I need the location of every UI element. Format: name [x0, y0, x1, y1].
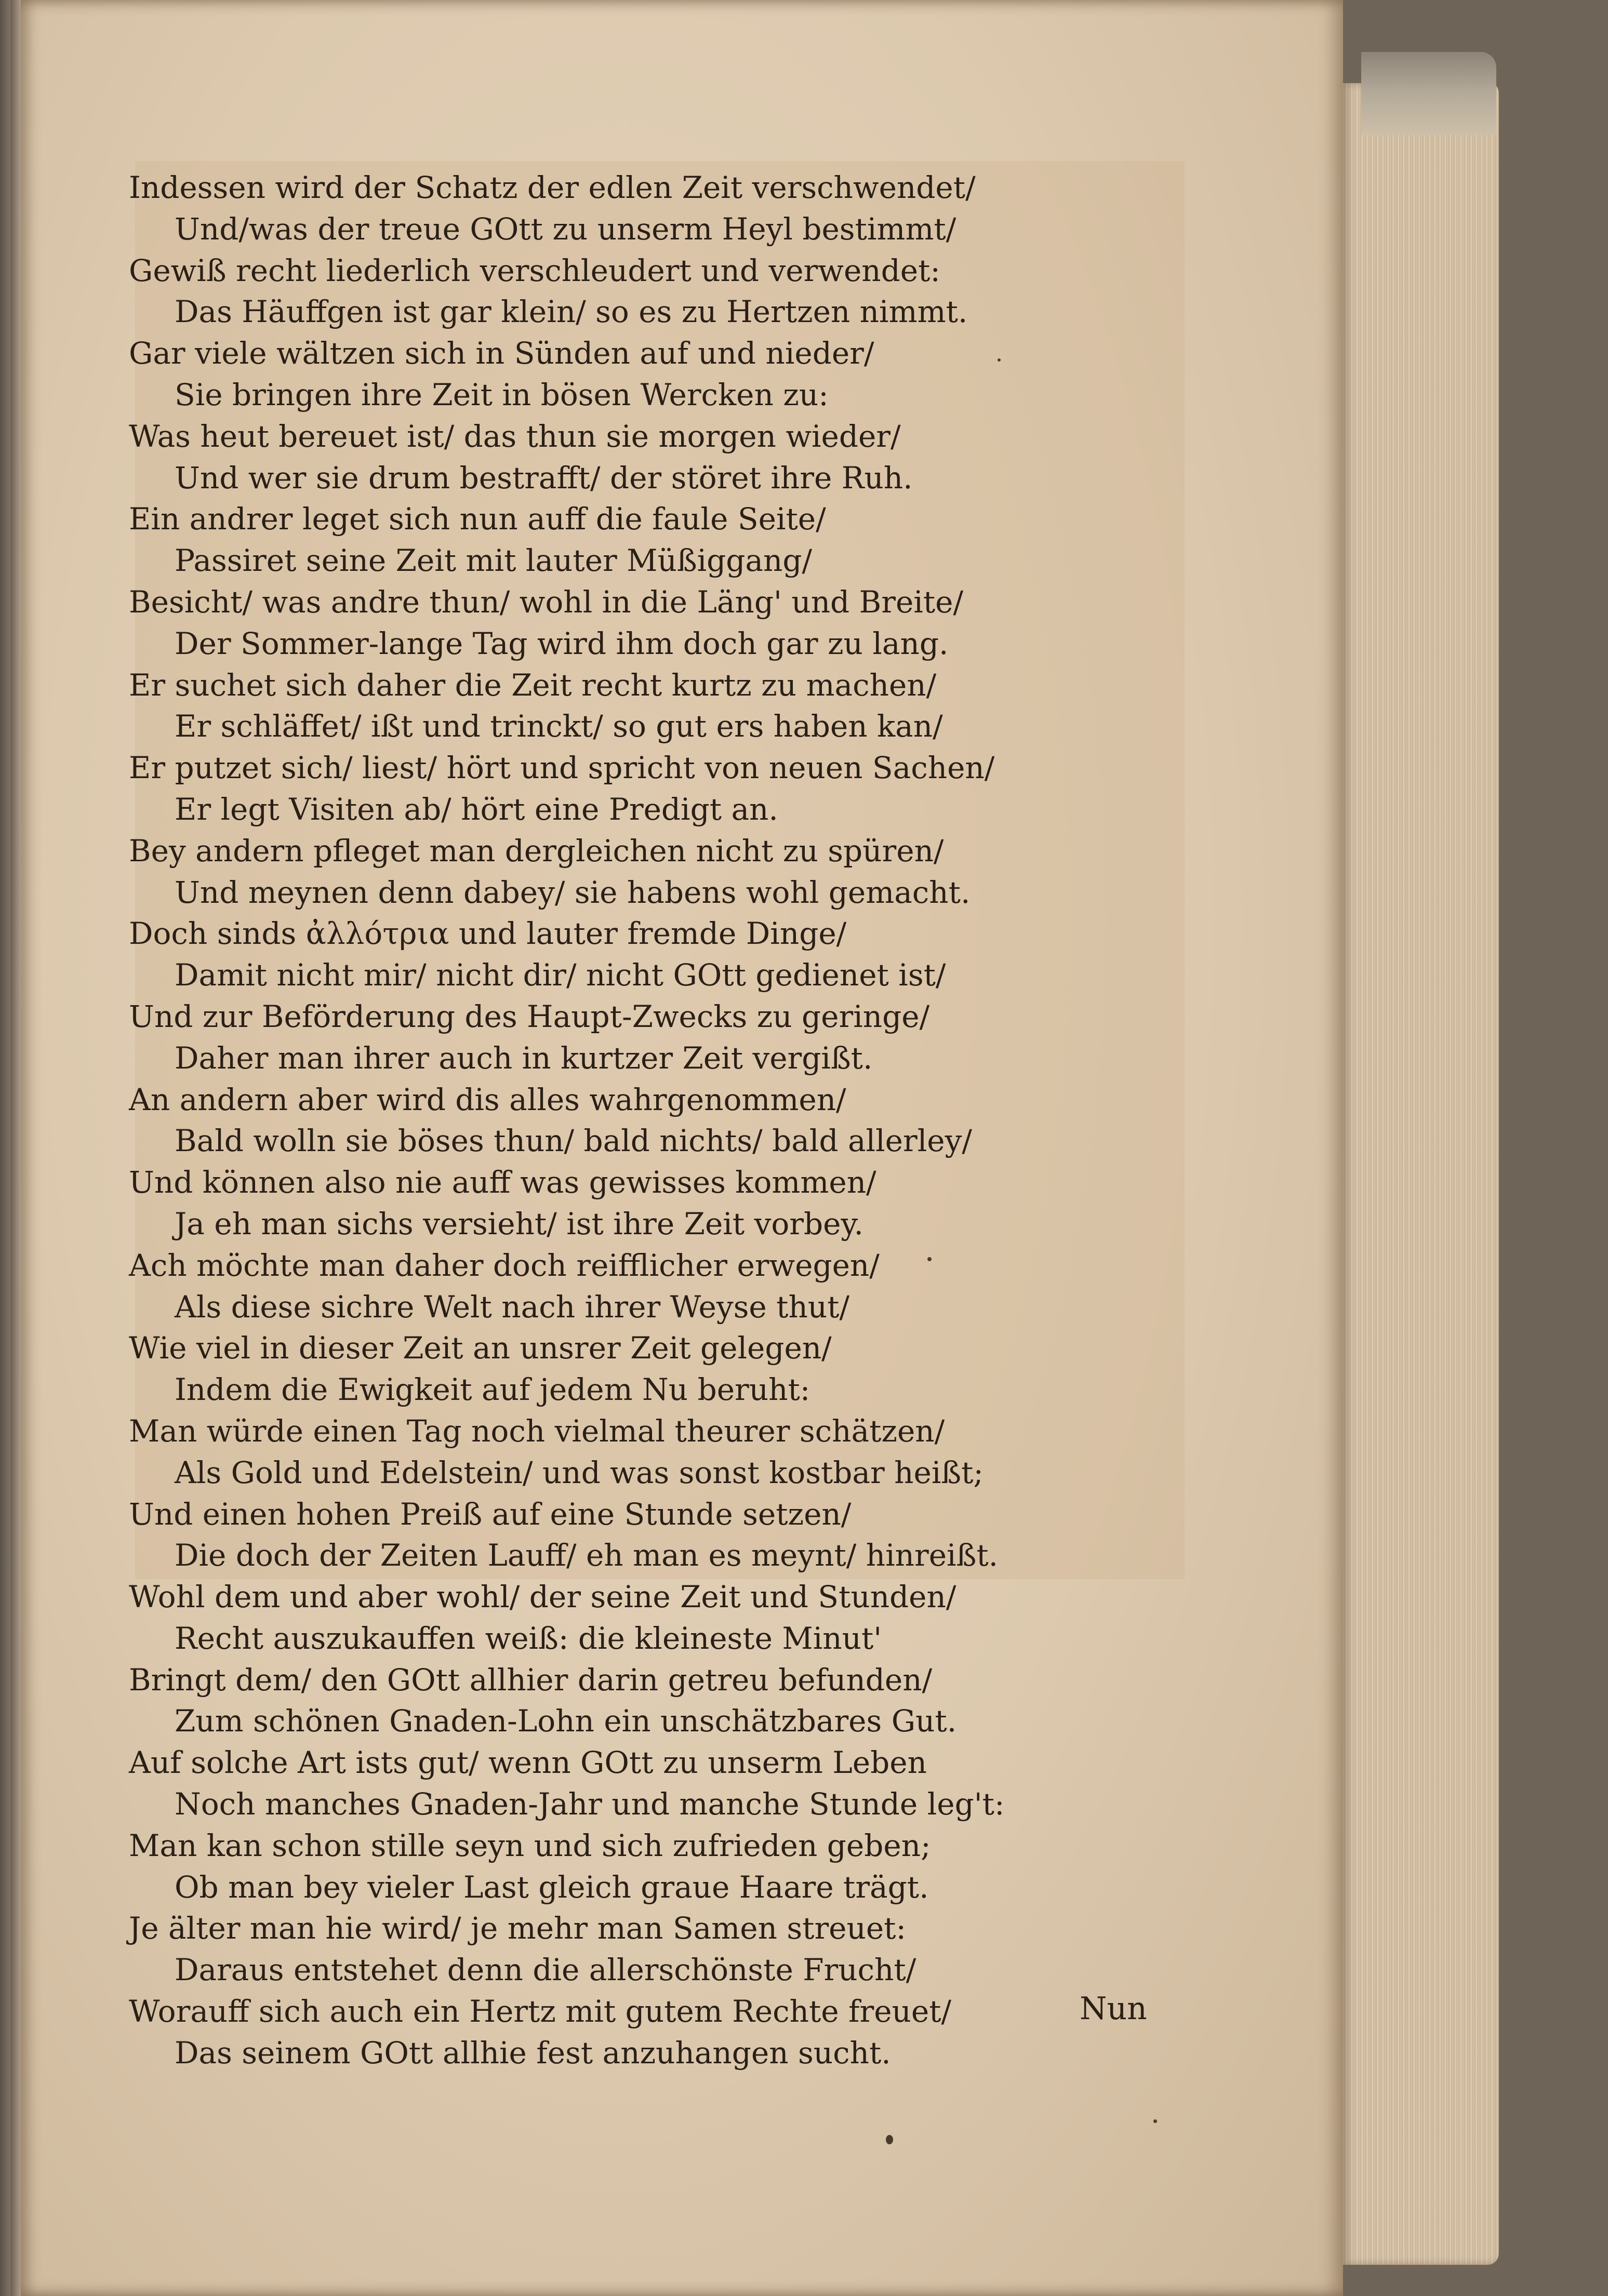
verse-line: Je älter man hie wird/ je mehr man Samen streuet: — [129, 1911, 907, 1946]
verse-line: Er putzet sich/ liest/ hört und spricht von neuen Sachen/ — [129, 750, 995, 786]
verse-line: Gar viele wältzen sich in Sünden auf und nieder/ — [129, 336, 874, 371]
verse-line: Und einen hohen Preiß auf eine Stunde setzen/ — [129, 1496, 852, 1532]
verse-line: Bald wolln sie böses thun/ bald nichts/ bald allerley/ — [175, 1123, 972, 1159]
verse-line: Sie bringen ihre Zeit in bösen Wercken zu: — [175, 377, 829, 412]
verse-line: Bringt dem/ den GOtt allhier darin getreu befunden/ — [129, 1662, 933, 1698]
verse-line: Wie viel in dieser Zeit an unsrer Zeit gelegen/ — [129, 1330, 832, 1366]
verse-line: Doch sinds ἀλλότρια und lauter fremde Dinge/ — [129, 916, 847, 952]
verse-line: Ob man bey vieler Last gleich graue Haare trägt. — [175, 1869, 929, 1905]
ink-speck — [886, 2135, 893, 2144]
verse-line: Und meynen denn dabey/ sie habens wohl gemacht. — [175, 874, 971, 910]
ink-speck — [1153, 2119, 1157, 2123]
verse-line: Man würde einen Tag noch vielmal theurer schätzen/ — [129, 1413, 945, 1449]
verse-line: Der Sommer-lange Tag wird ihm doch gar zu lang. — [175, 625, 949, 661]
verse-line: Die doch der Zeiten Lauff/ eh man es meynt/ hinreißt. — [175, 1538, 999, 1573]
verse-line: Und wer sie drum bestrafft/ der störet ihre Ruh. — [175, 460, 913, 496]
verse-line: Er schläffet/ ißt und trinckt/ so gut ers haben kan/ — [175, 709, 943, 744]
verse-line: Und können also nie auff was gewisses kommen/ — [129, 1165, 876, 1200]
verse-line: Als diese sichre Welt nach ihrer Weyse thut/ — [175, 1289, 849, 1325]
verse-line: Wohl dem und aber wohl/ der seine Zeit und Stunden/ — [129, 1579, 956, 1615]
page-edges-top — [1361, 52, 1496, 135]
catchword: Nun — [1080, 1991, 1147, 2027]
verse-line: Indessen wird der Schatz der edlen Zeit verschwendet/ — [129, 170, 976, 205]
verse-line: Worauff sich auch ein Hertz mit gutem Rechte freuet/ — [129, 1994, 952, 2030]
page-edges — [1343, 83, 1499, 2265]
verse-line: Recht auszukauffen weiß: die kleineste Minut' — [175, 1620, 882, 1656]
verse-line: Das Häuffgen ist gar klein/ so es zu Hertzen nimmt. — [175, 294, 968, 330]
verse-line: Daraus entstehet denn die allerschönste Frucht/ — [175, 1952, 916, 1988]
verse-line: Gewiß recht liederlich verschleudert und verwendet: — [129, 252, 940, 288]
verse-line: Passiret seine Zeit mit lauter Müßiggang/ — [175, 543, 813, 579]
verse-line: Noch manches Gnaden-Jahr und manche Stunde leg't: — [175, 1786, 1005, 1822]
verse-line: Und/was der treue GOtt zu unserm Heyl bestimmt/ — [175, 211, 956, 247]
verse-line: Indem die Ewigkeit auf jedem Nu beruht: — [175, 1372, 810, 1408]
verse-line: Auf solche Art ists gut/ wenn GOtt zu unserm Leben — [129, 1745, 927, 1781]
verse-line: Ach möchte man daher doch reifflicher erwegen/ — [129, 1247, 880, 1283]
verse-line: Als Gold und Edelstein/ und was sonst kostbar heißt; — [175, 1454, 984, 1490]
verse-line: Ein andrer leget sich nun auff die faule Seite/ — [129, 501, 826, 537]
verse-line: Damit nicht mir/ nicht dir/ nicht GOtt gedienet ist/ — [175, 957, 946, 993]
verse-line: An andern aber wird dis alles wahrgenommen/ — [129, 1082, 846, 1117]
verse-line: Daher man ihrer auch in kurtzer Zeit vergißt. — [175, 1040, 873, 1076]
verse-line: Er suchet sich daher die Zeit recht kurtz zu machen/ — [129, 667, 937, 703]
poem-text — [129, 167, 1163, 2074]
verse-line: Man kan schon stille seyn und sich zufrieden geben; — [129, 1827, 931, 1863]
verse-line: Und zur Beförderung des Haupt-Zwecks zu geringe/ — [129, 998, 930, 1034]
verse-line: Bey andern pfleget man dergleichen nicht zu spüren/ — [129, 833, 944, 869]
verse-line: Besicht/ was andre thun/ wohl in die Läng' und Breite/ — [129, 584, 964, 620]
verse-line: Das seinem GOtt allhie fest anzuhangen sucht. — [175, 2035, 891, 2071]
verse-line: Zum schönen Gnaden-Lohn ein unschätzbares Gut. — [175, 1703, 957, 1739]
verse-line: Er legt Visiten ab/ hört eine Predigt an. — [175, 791, 778, 827]
verse-line: Was heut bereuet ist/ das thun sie morgen wieder/ — [129, 418, 901, 454]
verse-line: Ja eh man sichs versieht/ ist ihre Zeit vorbey. — [175, 1206, 863, 1242]
